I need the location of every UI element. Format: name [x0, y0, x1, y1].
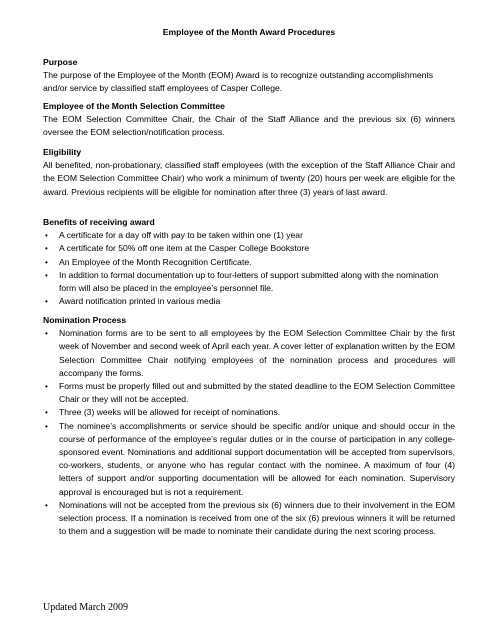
list-item-text: Award notification printed in various media: [59, 296, 221, 307]
purpose-section: [43, 56, 455, 96]
committee-text: The EOM Selection Committee Chair, the Chair of the Staff Alliance and the previous six (6) winners oversee the EOM selection/notification process.: [43, 114, 455, 138]
list-item-text: Three (3) weeks will be allowed for receipt of nominations.: [59, 407, 281, 418]
list-item-text: In addition to formal documentation up to four-letters of support submitted along with the nomination form will also be placed in the employee’s personnel file.: [59, 269, 439, 294]
eligibility-text: All benefited, non-probationary, classified staff employees (with the exception of the Staff Alliance Chair and the EOM Selection Committee Chair) who work a minimum of twenty (20) hours per week are eligible for the award. Previous recipients will be eligible for nomination after three (3) years of last award.: [43, 160, 455, 197]
list-item: [43, 229, 455, 242]
list-item: [43, 499, 455, 539]
list-item-text: Forms must be properly filled out and submitted by the stated deadline to the EOM Selection Committee Chair or they will not be accepted.: [59, 381, 455, 405]
bullet-icon: •: [45, 270, 48, 280]
footer-updated-date: Updated March 2009: [43, 602, 128, 613]
nomination-section: [43, 314, 455, 538]
committee-section: [43, 100, 455, 140]
bullet-icon: •: [45, 231, 48, 241]
nomination-list: [43, 327, 455, 538]
bullet-icon: •: [45, 408, 48, 418]
list-item-text: Nominations will not be accepted from the previous six (6) winners due to their involvement in the EOM selection process. If a nomination is received from one of the six (6) previous winners it will be returned to them and a suggestion will be made to nominate their candidate during the next scoring process.: [59, 499, 455, 537]
list-item-text: Nomination forms are to be sent to all employees by the EOM Selection Committee Chair by the first week of November and second week of April each year. A cover letter of explanation written by the EOM Selection Committee Chair notifying employees of the nomination process and procedures will accompany the forms.: [59, 328, 455, 378]
eligibility-heading: Eligibility: [43, 147, 82, 157]
list-item: [43, 269, 455, 295]
list-item: [43, 406, 455, 419]
list-item-text: An Employee of the Month Recognition Certificate.: [59, 256, 252, 267]
benefits-list: [43, 229, 455, 308]
benefits-heading: Benefits of receiving award: [43, 217, 155, 227]
benefits-section: [43, 216, 455, 308]
page-title: Employee of the Month Award Procedures: [162, 27, 336, 37]
committee-heading: Employee of the Month Selection Committee: [43, 101, 225, 111]
bullet-icon: •: [45, 244, 48, 254]
bullet-icon: •: [45, 297, 48, 307]
purpose-text: The purpose of the Employee of the Month (EOM) Award is to recognize outstanding accomplishments and/or service by classified staff employees of Casper College.: [43, 70, 434, 94]
purpose-heading: Purpose: [43, 57, 78, 67]
list-item: [43, 327, 455, 380]
nomination-heading: Nomination Process: [43, 315, 127, 325]
bullet-icon: •: [45, 257, 48, 267]
list-item: [43, 380, 455, 406]
list-item: [43, 242, 455, 255]
bullet-icon: •: [45, 329, 48, 339]
list-item-text: The nominee’s accomplishments or service should be specific and/or unique and should occur in the course of performance of the employee’s regular duties or in the course of participation in any college-sponsored event. Nominations and additional support documentation will be accepted from supervisors, co-workers, students, or anyone who has regular contact with the nominee. A maximum of four (4) letters of support and/or supporting documentation will be allowed for each nomination. Supervisory approval is encouraged but is not a requirement.: [59, 420, 455, 497]
list-item: [43, 295, 455, 308]
eligibility-section: [43, 146, 455, 199]
bullet-icon: •: [45, 500, 48, 510]
bullet-icon: •: [45, 421, 48, 431]
list-item: [43, 420, 455, 499]
list-item-text: A certificate for 50% off one item at the Casper College Bookstore: [59, 243, 310, 254]
bullet-icon: •: [45, 382, 48, 392]
list-item-text: A certificate for a day off with pay to be taken within one (1) year: [59, 230, 303, 241]
list-item: [43, 256, 455, 269]
